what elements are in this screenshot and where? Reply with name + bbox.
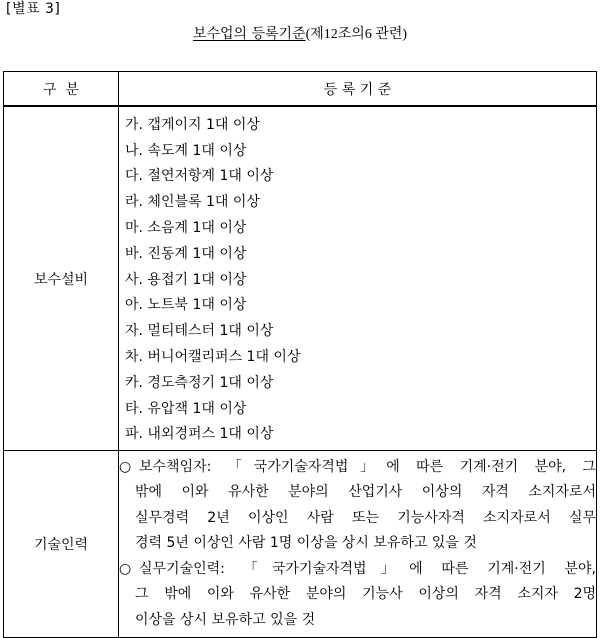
equipment-item: 아. 노트북 1대 이상: [125, 297, 247, 314]
equipment-item: 가. 갭게이지 1대 이상: [125, 116, 260, 133]
document-title-main: 보수업의 등록기준: [192, 26, 306, 42]
equipment-list: [119, 109, 596, 448]
equipment-item: 다. 절연저항계 1대 이상: [125, 168, 274, 185]
header-category: 구 분: [4, 72, 119, 107]
registration-criteria-table: [3, 71, 597, 638]
staff-line: 실무경력 2년 이상인 사람 또는 기능사자격 소지자로서 실무: [135, 509, 596, 526]
circle-bullet-icon: ○: [119, 458, 132, 475]
table-header-row: [4, 72, 597, 107]
staff-line: 그 밖에 이와 유사한 분야의 기능사 이상의 자격 소지자 2명: [135, 586, 596, 603]
equipment-item: 카. 경도측정기 1대 이상: [125, 374, 274, 391]
circle-bullet-icon: ○: [119, 560, 132, 577]
header-criteria: 등 록 기 준: [119, 72, 597, 107]
table-row-staff: [4, 451, 597, 638]
annex-label: [별표 3]: [6, 1, 61, 17]
category-equipment: 보수설비: [4, 106, 119, 451]
equipment-item: 타. 유압잭 1대 이상: [125, 400, 247, 417]
staff-line: 보수책임자: 「국가기술자격법」에 따른 기계·전기 분야, 그: [139, 458, 596, 475]
staff-line: 밖에 이와 유사한 분야의 산업기사 이상의 자격 소지자로서: [135, 484, 596, 501]
staff-line: 이상을 상시 보유하고 있을 것: [135, 611, 316, 628]
equipment-item: 바. 진동계 1대 이상: [125, 245, 247, 262]
staff-line: 실무기술인력: 「국가기술자격법」에 따른 기계·전기 분야,: [139, 560, 596, 577]
staff-requirements-cell: [119, 451, 597, 638]
category-staff: 기술인력: [4, 451, 119, 638]
equipment-item: 라. 체인블록 1대 이상: [125, 194, 260, 211]
equipment-list-cell: [119, 106, 597, 451]
equipment-item: 파. 내외경퍼스 1대 이상: [125, 426, 274, 443]
document-title: [0, 25, 600, 44]
table-row-equipment: [4, 106, 597, 451]
staff-line: 경력 5년 이상인 사람 1명 이상을 상시 보유하고 있을 것: [135, 535, 477, 552]
staff-requirement-item: [119, 455, 596, 557]
equipment-item: 차. 버니어캘리퍼스 1대 이상: [125, 348, 301, 365]
equipment-item: 자. 멀티테스터 1대 이상: [125, 323, 274, 340]
document-title-reference: (제12조의6 관련): [305, 27, 408, 42]
equipment-item: 나. 속도계 1대 이상: [125, 142, 247, 159]
equipment-item: 사. 용접기 1대 이상: [125, 271, 247, 288]
equipment-item: 마. 소음계 1대 이상: [125, 220, 247, 236]
staff-requirement-item: [119, 557, 596, 634]
